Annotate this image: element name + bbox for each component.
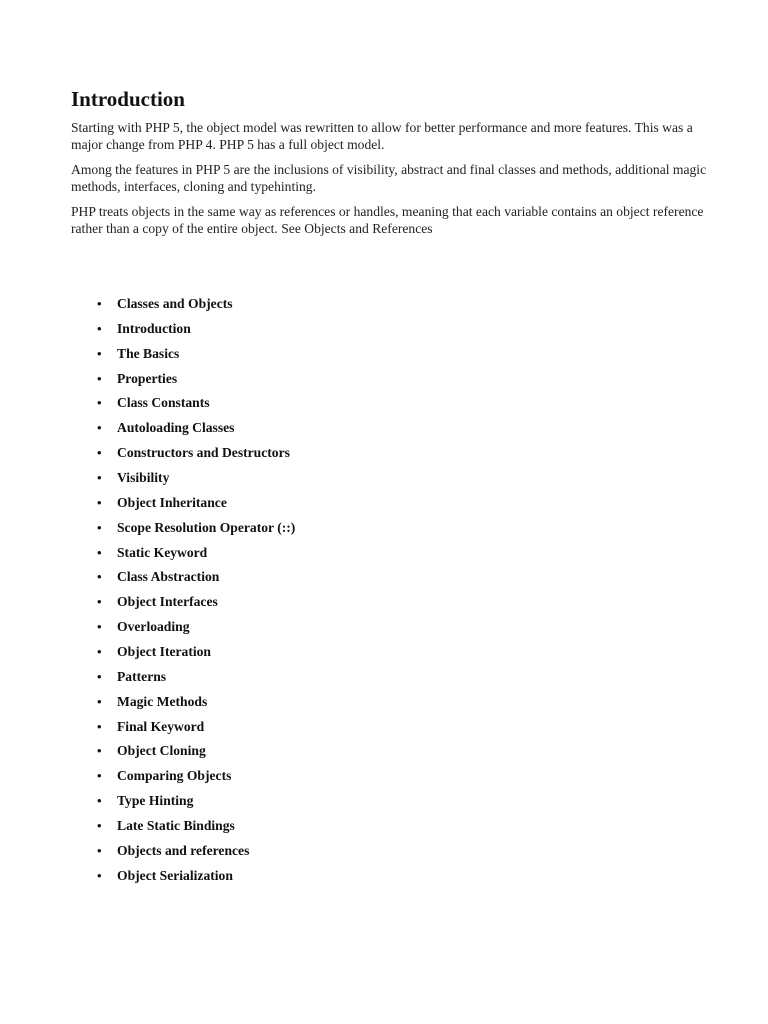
bullet-icon: • xyxy=(97,296,102,311)
toc-item-label[interactable]: Visibility xyxy=(117,470,170,486)
toc-item-label[interactable]: Comparing Objects xyxy=(117,768,232,784)
document-body xyxy=(71,86,711,246)
toc-item[interactable] xyxy=(97,344,295,369)
page-title: Introduction xyxy=(71,87,185,111)
toc-item[interactable] xyxy=(97,791,295,816)
bullet-icon: • xyxy=(97,470,102,486)
bullet-icon: • xyxy=(97,594,102,610)
toc-item-label[interactable]: Magic Methods xyxy=(117,693,208,709)
toc-item[interactable] xyxy=(97,468,295,493)
bullet-icon: • xyxy=(97,818,102,834)
toc-item-label[interactable]: Type Hinting xyxy=(117,793,194,809)
bullet-icon: • xyxy=(97,743,102,759)
toc-item-label[interactable]: Scope Resolution Operator (::) xyxy=(117,519,296,535)
toc-item[interactable] xyxy=(97,418,295,443)
toc-item[interactable] xyxy=(97,692,295,717)
bullet-icon: • xyxy=(97,668,102,684)
toc-item-label[interactable]: The Basics xyxy=(117,345,180,361)
bullet-icon: • xyxy=(97,445,102,461)
toc-item-label[interactable]: Object Iteration xyxy=(117,644,211,660)
bullet-icon: • xyxy=(97,693,102,709)
toc-item-label[interactable]: Constructors and Destructors xyxy=(117,445,290,461)
bullet-icon: • xyxy=(97,644,102,660)
toc-item[interactable] xyxy=(97,369,295,394)
bullet-icon: • xyxy=(97,569,102,585)
bullet-icon: • xyxy=(97,395,102,411)
bullet-icon: • xyxy=(97,320,102,336)
toc-item-label[interactable]: Properties xyxy=(117,370,178,386)
toc-item[interactable] xyxy=(97,443,295,468)
bullet-icon: • xyxy=(97,519,102,535)
bullet-icon: • xyxy=(97,867,102,883)
features-paragraph: Among the features in PHP 5 are the inclusions of visibility, abstract and final classes and methods, additional magic methods, interfaces, cloning and typehinting. xyxy=(71,162,707,194)
toc-item-label[interactable]: Object Serialization xyxy=(117,867,233,883)
toc-item[interactable] xyxy=(97,493,295,518)
bullet-icon: • xyxy=(97,619,102,635)
toc-item-label[interactable]: Object Inheritance xyxy=(117,494,227,510)
toc-item-label[interactable]: Autoloading Classes xyxy=(117,420,235,436)
toc-item-label[interactable]: Overloading xyxy=(117,619,190,635)
toc-item[interactable] xyxy=(97,866,295,891)
toc-item[interactable] xyxy=(97,393,295,418)
toc-item[interactable] xyxy=(97,518,295,543)
toc-item-label[interactable]: Introduction xyxy=(117,320,191,336)
toc-item[interactable] xyxy=(97,766,295,791)
toc-item[interactable] xyxy=(97,319,295,344)
bullet-icon: • xyxy=(97,718,102,734)
references-paragraph: PHP treats objects in the same way as references or handles, meaning that each variable contains an object reference rather than a copy of the entire object. See Objects and References xyxy=(71,204,704,236)
bullet-icon: • xyxy=(97,370,102,386)
bullet-icon: • xyxy=(97,544,102,560)
toc-item-label[interactable]: Objects and references xyxy=(117,842,250,858)
toc-item[interactable] xyxy=(97,642,295,667)
toc-item-label[interactable]: Late Static Bindings xyxy=(117,818,235,834)
toc-item-label[interactable]: Object Cloning xyxy=(117,743,206,759)
bullet-icon: • xyxy=(97,842,102,858)
bullet-icon: • xyxy=(97,420,102,436)
toc-item[interactable] xyxy=(97,592,295,617)
toc-item[interactable] xyxy=(97,841,295,866)
toc-item-label[interactable]: Object Interfaces xyxy=(117,594,218,610)
toc-item[interactable] xyxy=(97,717,295,742)
toc-item[interactable] xyxy=(97,667,295,692)
bullet-icon: • xyxy=(97,494,102,510)
toc-item-label[interactable]: Classes and Objects xyxy=(117,296,233,311)
toc-item-label[interactable]: Patterns xyxy=(117,668,167,684)
bullet-icon: • xyxy=(97,793,102,809)
table-of-contents xyxy=(97,294,295,891)
bullet-icon: • xyxy=(97,345,102,361)
toc-item-label[interactable]: Class Constants xyxy=(117,395,210,411)
toc-item-label[interactable]: Class Abstraction xyxy=(117,569,220,585)
toc-item[interactable] xyxy=(97,816,295,841)
bullet-icon: • xyxy=(97,768,102,784)
toc-item-label[interactable]: Final Keyword xyxy=(117,718,205,734)
toc-item[interactable] xyxy=(97,617,295,642)
toc-item[interactable] xyxy=(97,567,295,592)
toc-item[interactable] xyxy=(97,741,295,766)
intro-paragraph: Starting with PHP 5, the object model was rewritten to allow for better performance and more features. This was a major change from PHP 4. PHP 5 has a full object model. xyxy=(71,120,693,152)
toc-item[interactable] xyxy=(97,294,295,319)
toc-item-label[interactable]: Static Keyword xyxy=(117,544,208,560)
toc-item[interactable] xyxy=(97,543,295,568)
